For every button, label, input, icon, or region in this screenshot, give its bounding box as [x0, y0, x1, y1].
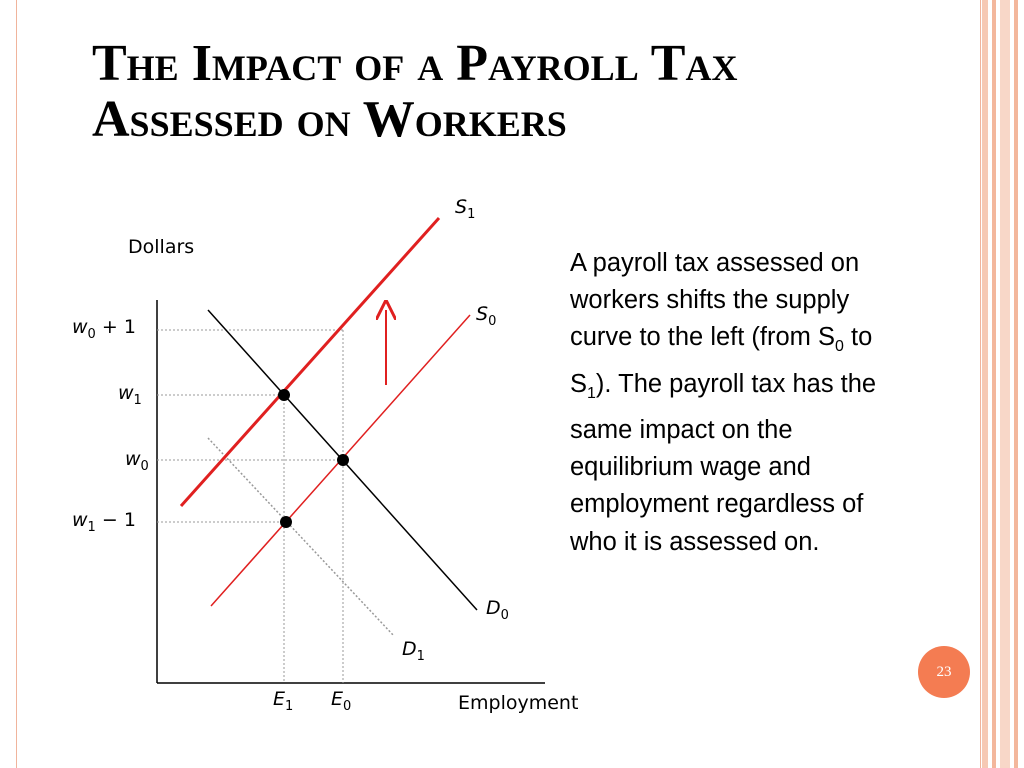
- y-axis-label: Dollars: [128, 236, 195, 258]
- slide-title-line-1: The Impact of a Payroll Tax: [92, 35, 738, 92]
- page-number: 23: [936, 663, 952, 680]
- description-sub-2: 1: [587, 384, 596, 402]
- y-tick-w1-minus-1: $w_1 - 1$: [72, 509, 136, 535]
- description-part-3: ). The payroll tax has the same impact on the equilibrium wage and employment regardless of who it is assessed on.: [570, 369, 877, 556]
- description-text: [570, 245, 910, 561]
- x-tick-e0: $E_0$: [331, 688, 352, 714]
- curve-label-d0: $D_0$: [486, 597, 509, 623]
- equilibrium-point-e0: [337, 454, 349, 466]
- description-part-1: A payroll tax assessed on workers shifts the supply curve to the left (from S: [570, 249, 860, 352]
- curve-label-s0: $S_0$: [476, 303, 497, 329]
- curve-label-d1: $D_1$: [402, 638, 425, 664]
- description-sub-1: 0: [835, 338, 844, 356]
- point-w1-minus-1: [280, 516, 292, 528]
- supply-curve-s1: [181, 218, 439, 506]
- description-part-2: to S: [570, 323, 873, 398]
- y-tick-w1: $w_1$: [118, 382, 142, 408]
- page-number-badge: [918, 646, 970, 698]
- x-tick-e1: $E_1$: [273, 688, 294, 714]
- x-axis-label: Employment: [458, 692, 579, 714]
- slide-title-line-2: Assessed on Workers: [92, 91, 567, 148]
- guide-lines: [157, 330, 343, 683]
- equilibrium-point-e1: [278, 389, 290, 401]
- demand-curve-d1: [208, 438, 394, 636]
- curve-label-s1: $S_1$: [455, 196, 476, 222]
- y-tick-w0: $w_0$: [125, 448, 149, 474]
- y-tick-w0-plus-1: $w_0 + 1$: [72, 316, 136, 342]
